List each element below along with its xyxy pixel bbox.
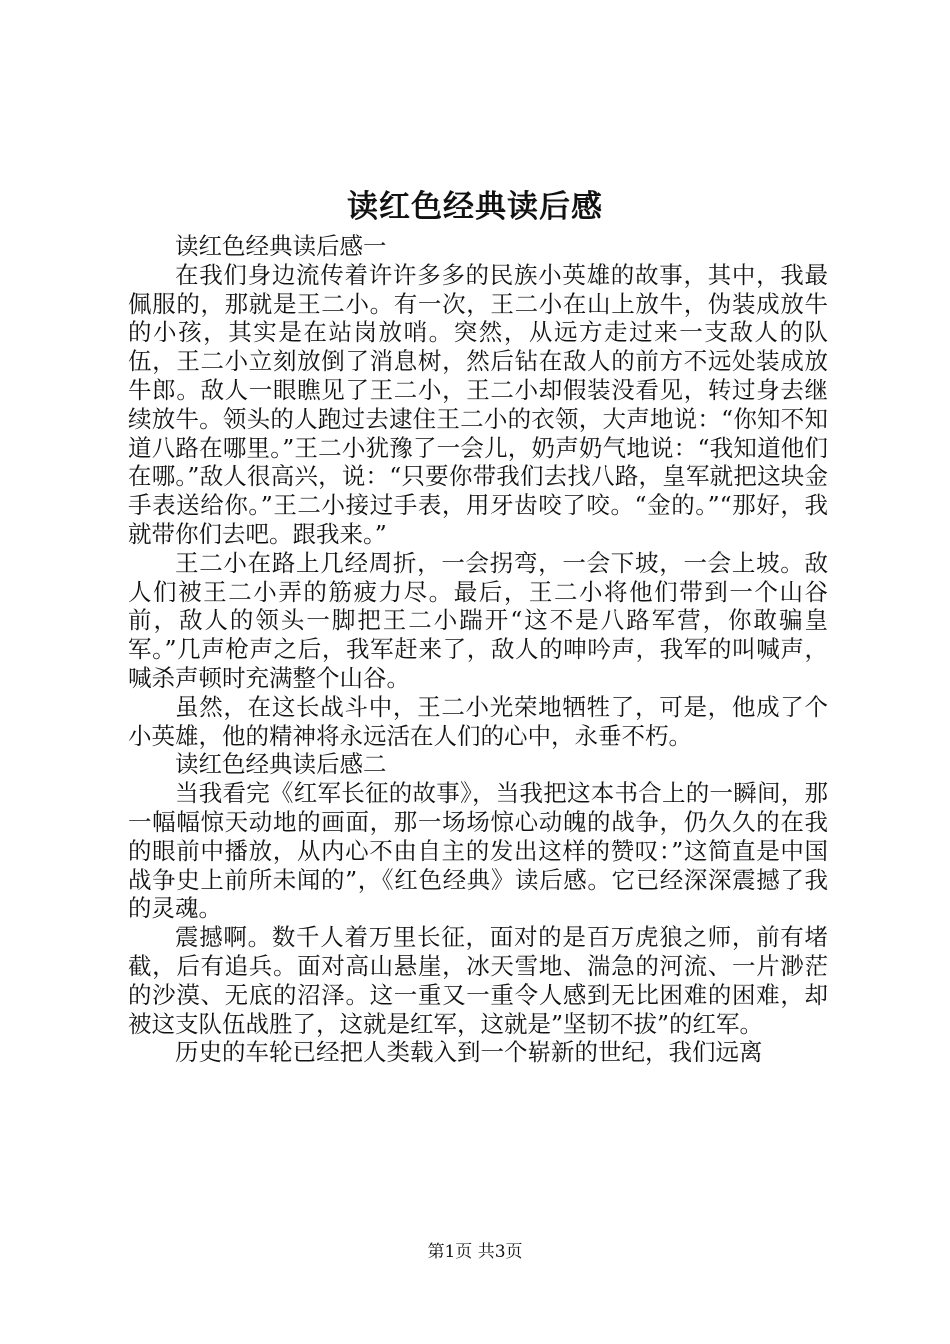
- paragraph: 历史的车轮已经把人类载入到一个崭新的世纪，我们远离: [175, 1038, 763, 1067]
- paragraph: 虽然，在这长战斗中，王二小光荣地牺牲了，可是，他成了个小英雄，他的精神将永远活在人们的心中，永垂不朽。: [128, 692, 828, 750]
- section-heading-1: 读红色经典读后感一: [175, 232, 387, 260]
- document-body: [128, 232, 828, 1067]
- paragraph: 在我们身边流传着许许多多的民族小英雄的故事，其中，我最佩服的，那就是王二小。有一次，王二小在山上放牛，伪装成放牛的小孩，其实是在站岗放哨。突然，从远方走过来一支敌人的队伍，王二小立刻放倒了消息树，然后钻在敌人的前方不远处装成放牛郎。敌人一眼瞧见了王二小，王二小却假装没看见，转过身去继续放牛。领头的人跑过去逮住王二小的衣领，大声地说：“你知不知道八路在哪里。”王二小犹豫了一会儿，奶声奶气地说：“我知道他们在哪。”敌人很高兴，说：“只要你带我们去找八路，皇军就把这块金手表送给你。”王二小接过手表，用牙齿咬了咬。“金的。”“那好，我就带你们去吧。跟我来。”: [128, 260, 828, 548]
- page-footer: 第1页 共3页: [427, 1242, 523, 1262]
- section-heading-2: 读红色经典读后感二: [175, 750, 387, 779]
- paragraph: 当我看完《红军长征的故事》，当我把这本书合上的一瞬间，那一幅幅惊天动地的画面，那一场场惊心动魄的战争，仍久久的在我的眼前中播放，从内心不由自主的发出这样的赞叹：”这简直是中国战争史上前所未闻的”，《红色经典》读后感。它已经深深震撼了我的灵魂。: [128, 779, 828, 923]
- paragraph: 震撼啊。数千人着万里长征，面对的是百万虎狼之师，前有堵截，后有追兵。面对高山悬崖，冰天雪地、湍急的河流、一片渺茫的沙漠、无底的沼泽。这一重又一重令人感到无比困难的困难，却被这支队伍战胜了，这就是红军，这就是”坚韧不拔”的红军。: [128, 923, 828, 1038]
- paragraph: 王二小在路上几经周折，一会拐弯，一会下坡，一会上坡。敌人们被王二小弄的筋疲力尽。最后，王二小将他们带到一个山谷前，敌人的领头一脚把王二小踹开“这不是八路军营，你敢骗皇军。”几声枪声之后，我军赶来了，敌人的呻吟声，我军的叫喊声，喊杀声顿时充满整个山谷。: [128, 548, 828, 692]
- document-title: 读红色经典读后感: [347, 189, 603, 225]
